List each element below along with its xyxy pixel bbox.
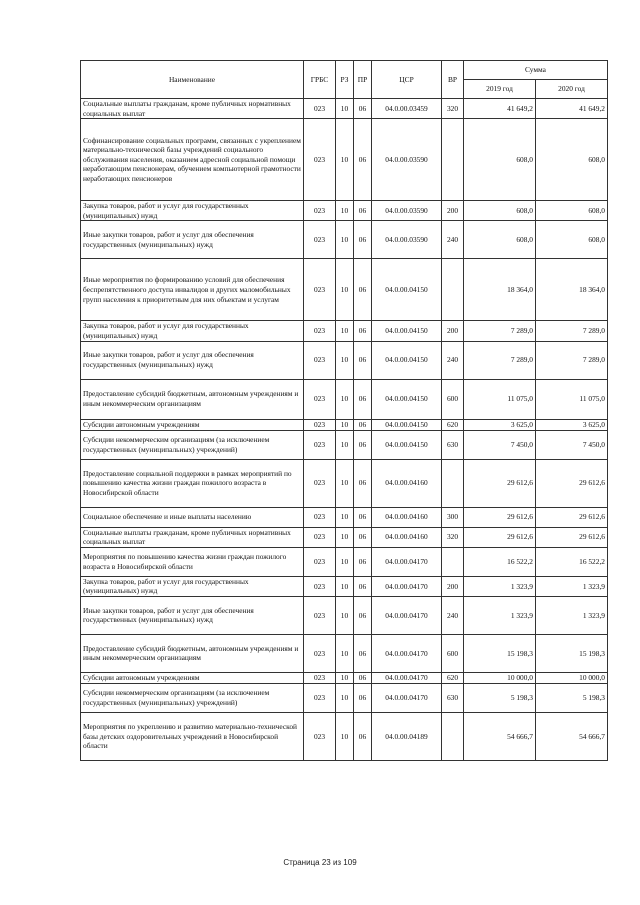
row-vr: 620 [442, 419, 464, 430]
row-sum-2020: 1 323,9 [536, 596, 608, 634]
row-rz: 10 [336, 379, 354, 419]
table-row [81, 259, 608, 321]
row-sum-2019: 7 289,0 [464, 341, 536, 379]
row-sum-2020: 7 289,0 [536, 321, 608, 341]
row-pr: 06 [354, 379, 372, 419]
header-grbs: ГРБС [304, 61, 336, 99]
row-grbs: 023 [304, 430, 336, 459]
row-vr: 630 [442, 683, 464, 712]
header-csr: ЦСР [372, 61, 442, 99]
row-grbs: 023 [304, 341, 336, 379]
row-name: Иные закупки товаров, работ и услуг для обеспечения государственных (муниципальных) нужд [81, 341, 304, 379]
row-pr: 06 [354, 221, 372, 259]
row-rz: 10 [336, 683, 354, 712]
row-sum-2020: 5 198,3 [536, 683, 608, 712]
row-pr: 06 [354, 259, 372, 321]
table-row [81, 99, 608, 119]
row-rz: 10 [336, 459, 354, 507]
row-rz: 10 [336, 99, 354, 119]
row-csr: 04.0.00.04160 [372, 527, 442, 547]
row-rz: 10 [336, 547, 354, 576]
row-pr: 06 [354, 321, 372, 341]
row-sum-2019: 54 666,7 [464, 712, 536, 760]
row-grbs: 023 [304, 527, 336, 547]
row-grbs: 023 [304, 459, 336, 507]
row-vr: 600 [442, 379, 464, 419]
row-name: Закупка товаров, работ и услуг для государственных (муниципальных) нужд [81, 321, 304, 341]
row-rz: 10 [336, 221, 354, 259]
row-csr: 04.0.00.04150 [372, 259, 442, 321]
row-vr: 630 [442, 430, 464, 459]
row-pr: 06 [354, 527, 372, 547]
table-row [81, 221, 608, 259]
row-vr [442, 259, 464, 321]
row-rz: 10 [336, 507, 354, 527]
table-row [81, 119, 608, 201]
table-row [81, 596, 608, 634]
row-vr: 600 [442, 634, 464, 672]
row-rz: 10 [336, 596, 354, 634]
row-rz: 10 [336, 527, 354, 547]
row-grbs: 023 [304, 683, 336, 712]
row-sum-2019: 608,0 [464, 201, 536, 221]
row-csr: 04.0.00.03459 [372, 99, 442, 119]
table-row [81, 712, 608, 760]
row-csr: 04.0.00.04170 [372, 547, 442, 576]
row-csr: 04.0.00.04170 [372, 634, 442, 672]
row-pr: 06 [354, 596, 372, 634]
row-rz: 10 [336, 634, 354, 672]
row-csr: 04.0.00.04150 [372, 419, 442, 430]
row-pr: 06 [354, 341, 372, 379]
row-vr: 200 [442, 576, 464, 596]
row-name: Субсидии автономным учреждениям [81, 672, 304, 683]
row-vr: 240 [442, 596, 464, 634]
row-grbs: 023 [304, 672, 336, 683]
row-name: Иные мероприятия по формированию условий для обеспечения беспрепятственного доступа инвалидов и других маломобильных групп населения к приоритетным для них объектам и услугам [81, 259, 304, 321]
row-pr: 06 [354, 99, 372, 119]
header-row [81, 61, 608, 80]
table-row [81, 341, 608, 379]
row-vr: 620 [442, 672, 464, 683]
row-grbs: 023 [304, 547, 336, 576]
row-csr: 04.0.00.04150 [372, 430, 442, 459]
row-vr: 240 [442, 221, 464, 259]
row-sum-2020: 7 450,0 [536, 430, 608, 459]
row-sum-2019: 10 000,0 [464, 672, 536, 683]
row-rz: 10 [336, 201, 354, 221]
row-sum-2020: 3 625,0 [536, 419, 608, 430]
row-csr: 04.0.00.04160 [372, 507, 442, 527]
row-vr: 320 [442, 527, 464, 547]
row-csr: 04.0.00.04189 [372, 712, 442, 760]
row-rz: 10 [336, 430, 354, 459]
table-row [81, 672, 608, 683]
table-row [81, 507, 608, 527]
row-name: Социальное обеспечение и иные выплаты населению [81, 507, 304, 527]
row-vr [442, 547, 464, 576]
row-csr: 04.0.00.04170 [372, 576, 442, 596]
table-row [81, 683, 608, 712]
row-grbs: 023 [304, 576, 336, 596]
row-sum-2020: 29 612,6 [536, 507, 608, 527]
row-sum-2020: 608,0 [536, 221, 608, 259]
row-grbs: 023 [304, 634, 336, 672]
row-sum-2019: 3 625,0 [464, 419, 536, 430]
row-sum-2019: 29 612,6 [464, 507, 536, 527]
table-row [81, 547, 608, 576]
row-sum-2019: 11 075,0 [464, 379, 536, 419]
row-grbs: 023 [304, 259, 336, 321]
row-sum-2019: 29 612,6 [464, 459, 536, 507]
row-pr: 06 [354, 507, 372, 527]
row-rz: 10 [336, 672, 354, 683]
header-vr: ВР [442, 61, 464, 99]
row-grbs: 023 [304, 596, 336, 634]
row-sum-2019: 16 522,2 [464, 547, 536, 576]
row-csr: 04.0.00.04170 [372, 672, 442, 683]
row-sum-2020: 608,0 [536, 119, 608, 201]
row-grbs: 023 [304, 119, 336, 201]
row-pr: 06 [354, 576, 372, 596]
row-rz: 10 [336, 419, 354, 430]
header-year-2019: 2019 год [464, 80, 536, 99]
header-rz: РЗ [336, 61, 354, 99]
row-csr: 04.0.00.03590 [372, 119, 442, 201]
row-grbs: 023 [304, 221, 336, 259]
row-vr: 200 [442, 201, 464, 221]
row-name: Социальные выплаты гражданам, кроме публичных нормативных социальных выплат [81, 99, 304, 119]
row-sum-2019: 7 450,0 [464, 430, 536, 459]
row-name: Мероприятия по укреплению и развитию материально-технической базы детских оздоровительных учреждений в Новосибирской области [81, 712, 304, 760]
row-sum-2019: 29 612,6 [464, 527, 536, 547]
row-rz: 10 [336, 321, 354, 341]
row-grbs: 023 [304, 507, 336, 527]
row-sum-2020: 608,0 [536, 201, 608, 221]
row-sum-2019: 608,0 [464, 221, 536, 259]
row-sum-2020: 11 075,0 [536, 379, 608, 419]
row-name: Закупка товаров, работ и услуг для государственных (муниципальных) нужд [81, 201, 304, 221]
row-csr: 04.0.00.03590 [372, 201, 442, 221]
row-sum-2019: 15 198,3 [464, 634, 536, 672]
row-name: Предоставление субсидий бюджетным, автономным учреждениям и иным некоммерческим организациям [81, 634, 304, 672]
header-name: Наименование [81, 61, 304, 99]
row-sum-2020: 18 364,0 [536, 259, 608, 321]
row-sum-2019: 7 289,0 [464, 321, 536, 341]
table-row [81, 430, 608, 459]
row-csr: 04.0.00.04170 [372, 596, 442, 634]
page-footer: Страница 23 из 109 [283, 858, 357, 867]
table-row [81, 201, 608, 221]
row-pr: 06 [354, 119, 372, 201]
row-name: Социальные выплаты гражданам, кроме публичных нормативных социальных выплат [81, 527, 304, 547]
row-sum-2019: 608,0 [464, 119, 536, 201]
header-year-2020: 2020 год [536, 80, 608, 99]
row-rz: 10 [336, 712, 354, 760]
budget-table [80, 60, 608, 761]
row-name: Предоставление субсидий бюджетным, автономным учреждениям и иным некоммерческим организациям [81, 379, 304, 419]
row-name: Закупка товаров, работ и услуг для государственных (муниципальных) нужд [81, 576, 304, 596]
row-sum-2020: 15 198,3 [536, 634, 608, 672]
row-sum-2019: 1 323,9 [464, 576, 536, 596]
row-sum-2020: 29 612,6 [536, 527, 608, 547]
row-name: Мероприятия по повышению качества жизни граждан пожилого возраста в Новосибирской области [81, 547, 304, 576]
row-csr: 04.0.00.03590 [372, 221, 442, 259]
row-name: Иные закупки товаров, работ и услуг для обеспечения государственных (муниципальных) нужд [81, 596, 304, 634]
table-row [81, 527, 608, 547]
row-pr: 06 [354, 634, 372, 672]
row-grbs: 023 [304, 99, 336, 119]
row-csr: 04.0.00.04170 [372, 683, 442, 712]
row-csr: 04.0.00.04150 [372, 379, 442, 419]
row-rz: 10 [336, 259, 354, 321]
row-sum-2020: 1 323,9 [536, 576, 608, 596]
row-sum-2019: 18 364,0 [464, 259, 536, 321]
row-grbs: 023 [304, 419, 336, 430]
row-sum-2020: 41 649,2 [536, 99, 608, 119]
row-rz: 10 [336, 119, 354, 201]
row-sum-2020: 10 000,0 [536, 672, 608, 683]
row-vr [442, 459, 464, 507]
row-pr: 06 [354, 201, 372, 221]
row-sum-2019: 5 198,3 [464, 683, 536, 712]
table-row [81, 321, 608, 341]
row-sum-2020: 16 522,2 [536, 547, 608, 576]
table-row [81, 419, 608, 430]
table-row [81, 459, 608, 507]
row-pr: 06 [354, 672, 372, 683]
row-sum-2020: 7 289,0 [536, 341, 608, 379]
row-sum-2020: 29 612,6 [536, 459, 608, 507]
table-body [81, 99, 608, 761]
row-grbs: 023 [304, 712, 336, 760]
row-rz: 10 [336, 341, 354, 379]
row-vr: 300 [442, 507, 464, 527]
row-vr: 320 [442, 99, 464, 119]
row-csr: 04.0.00.04160 [372, 459, 442, 507]
row-csr: 04.0.00.04150 [372, 321, 442, 341]
row-pr: 06 [354, 712, 372, 760]
row-grbs: 023 [304, 321, 336, 341]
row-vr: 240 [442, 341, 464, 379]
row-pr: 06 [354, 430, 372, 459]
row-pr: 06 [354, 459, 372, 507]
table-row [81, 576, 608, 596]
row-sum-2020: 54 666,7 [536, 712, 608, 760]
row-vr: 200 [442, 321, 464, 341]
row-pr: 06 [354, 547, 372, 576]
row-grbs: 023 [304, 201, 336, 221]
header-sum: Сумма [464, 61, 608, 80]
row-pr: 06 [354, 419, 372, 430]
row-vr [442, 119, 464, 201]
row-name: Субсидии некоммерческим организациям (за исключением государственных (муниципальных) учреждений) [81, 430, 304, 459]
row-name: Субсидии автономным учреждениям [81, 419, 304, 430]
table-row [81, 634, 608, 672]
row-sum-2019: 1 323,9 [464, 596, 536, 634]
row-csr: 04.0.00.04150 [372, 341, 442, 379]
row-grbs: 023 [304, 379, 336, 419]
row-sum-2019: 41 649,2 [464, 99, 536, 119]
row-name: Иные закупки товаров, работ и услуг для обеспечения государственных (муниципальных) нужд [81, 221, 304, 259]
row-pr: 06 [354, 683, 372, 712]
header-pr: ПР [354, 61, 372, 99]
row-name: Субсидии некоммерческим организациям (за исключением государственных (муниципальных) учреждений) [81, 683, 304, 712]
row-rz: 10 [336, 576, 354, 596]
table-row [81, 379, 608, 419]
row-name: Предоставление социальной поддержки в рамках мероприятий по повышению качества жизни граждан пожилого возраста в Новосибирской области [81, 459, 304, 507]
row-name: Софинансирование социальных программ, связанных с укреплением материально-технической базы учреждений социального обслуживания населения, оказанием адресной социальной помощи неработающим пенсионерам, обучением компьютерной грамотности неработающих пенсионеров [81, 119, 304, 201]
row-vr [442, 712, 464, 760]
